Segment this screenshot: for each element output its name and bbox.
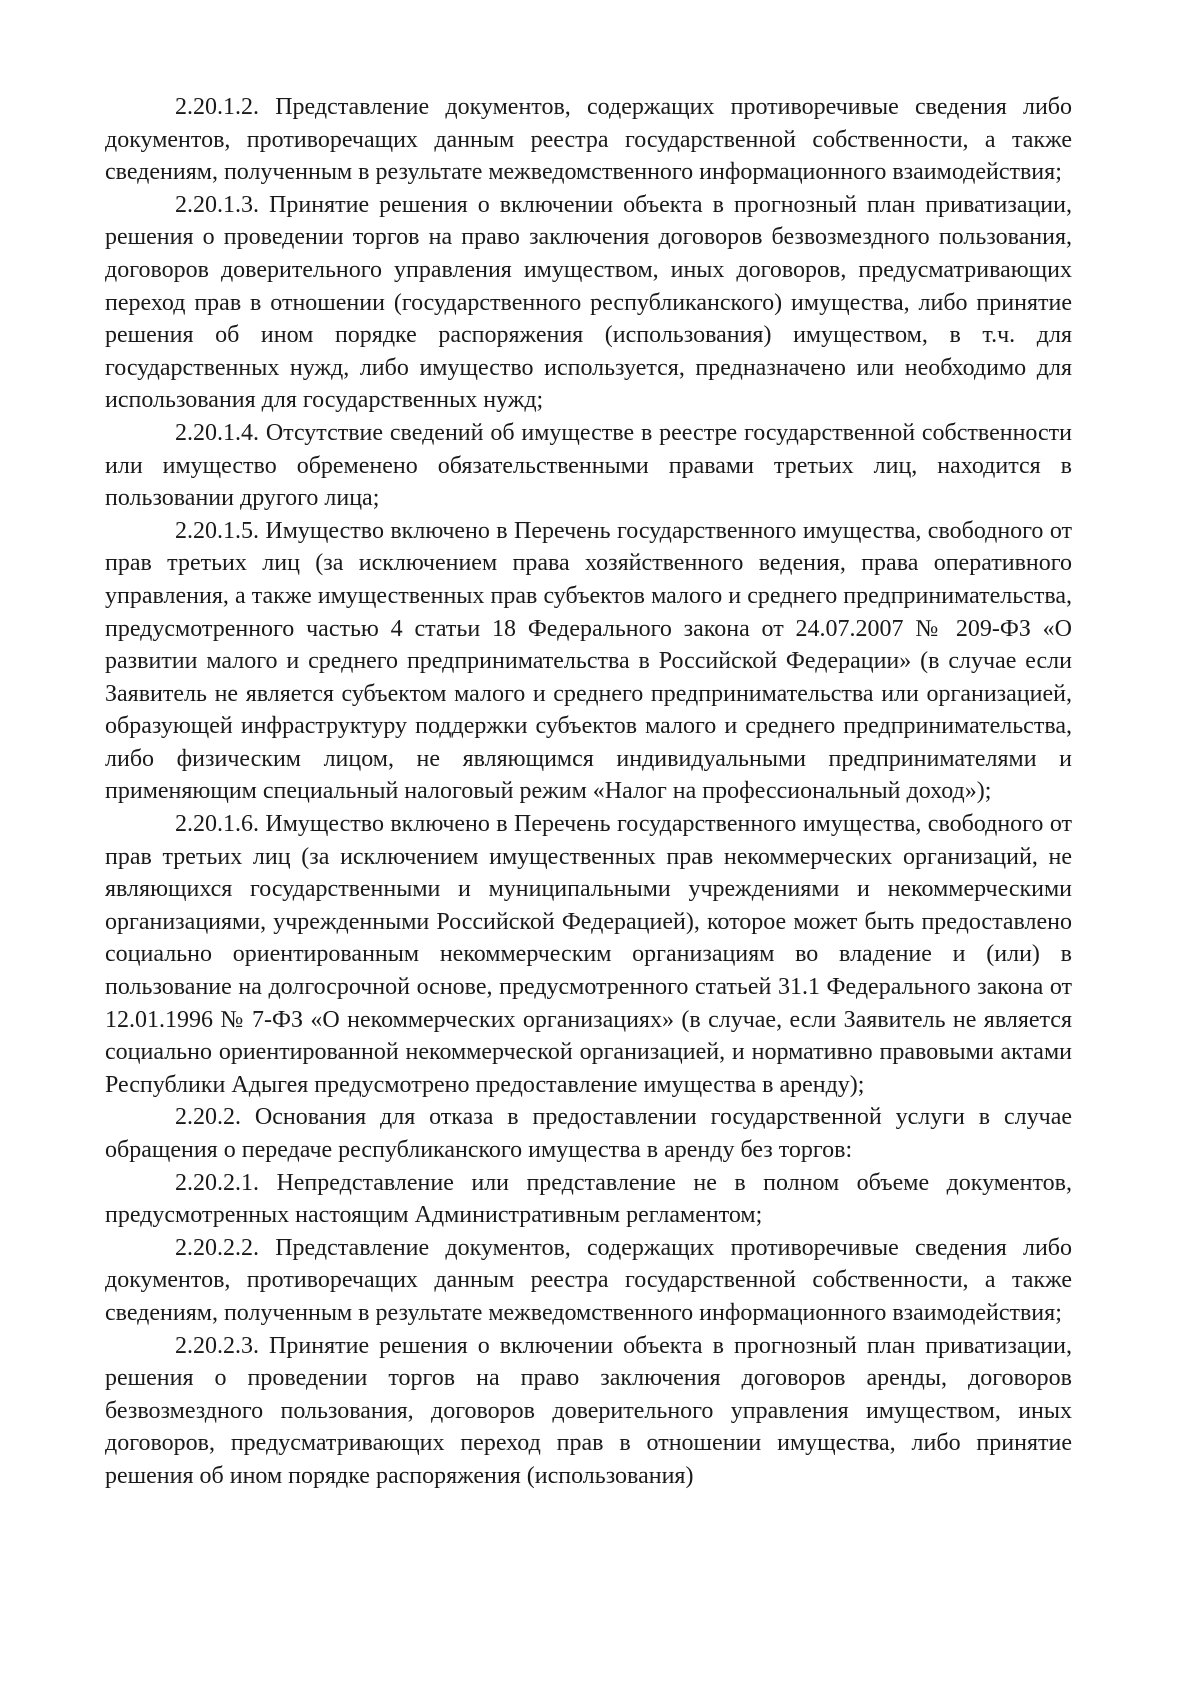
paragraph-2-20-2: 2.20.2. Основания для отказа в предоставлении государственной услуги в случае обращения о передаче республиканского имущества в аренду без торгов: xyxy=(105,1104,1072,1163)
paragraph-2-20-1-2: 2.20.1.2. Представление документов, содержащих противоречивые сведения либо документов, противоречащих данным реестра государственной собственности, а также сведениям, полученным в результате межведомственного информационного взаимодействия; xyxy=(105,94,1072,186)
paragraph-2-20-1-6: 2.20.1.6. Имущество включено в Перечень государственного имущества, свободного от прав третьих лиц (за исключением имущественных прав некоммерческих организаций, не являющихся государственными и муниципальными учреждениями и некоммерческими организациями, учрежденными Российской Федерацией), которое может быть предоставлено социально ориентированным некоммерческим организациям во владение и (или) в пользование на долгосрочной основе, предусмотренного статьей 31.1 Федерального закона от 12.01.1996 № 7-ФЗ «О некоммерческих организациях» (в случае, если Заявитель не является социально ориентированной некоммерческой организацией, и нормативно правовыми актами Республики Адыгея предусмотрено предоставление имущества в аренду); xyxy=(105,811,1072,1098)
paragraph-2-20-2-2: 2.20.2.2. Представление документов, содержащих противоречивые сведения либо документов, противоречащих данным реестра государственной собственности, а также сведениям, полученным в результате межведомственного информационного взаимодействия; xyxy=(105,1234,1072,1326)
paragraph-2-20-2-3: 2.20.2.3. Принятие решения о включении объекта в прогнозный план приватизации, решения о проведении торгов на право заключения договоров аренды, договоров безвозмездного пользования, договоров доверительного управления имуществом, иных договоров, предусматривающих переход прав в отношении имущества, либо принятие решения об ином порядке распоряжения (использования) xyxy=(105,1332,1072,1489)
paragraph-2-20-1-3: 2.20.1.3. Принятие решения о включении объекта в прогнозный план приватизации, решения о проведении торгов на право заключения договоров безвозмездного пользования, договоров доверительного управления имуществом, иных договоров, предусматривающих переход прав в отношении (государственного республиканского) имущества, либо принятие решения об ином порядке распоряжения (использования) имуществом, в т.ч. для государственных нужд, либо имущество используется, предназначено или необходимо для использования для государственных нужд; xyxy=(105,191,1072,414)
paragraph-2-20-1-4: 2.20.1.4. Отсутствие сведений об имуществе в реестре государственной собственности или имущество обременено обязательственными правами третьих лиц, находится в пользовании другого лица; xyxy=(105,419,1072,512)
paragraph-2-20-1-5: 2.20.1.5. Имущество включено в Перечень государственного имущества, свободного от прав третьих лиц (за исключением права хозяйственного ведения, права оперативного управления, а также имущественных прав субъектов малого и среднего предпринимательства, предусмотренного частью 4 статьи 18 Федерального закона от 24.07.2007 № 209-ФЗ «О развитии малого и среднего предпринимательства в Российской Федерации» (в случае если Заявитель не является субъектом малого и среднего предпринимательства или организацией, образующей инфраструктуру поддержки субъектов малого и среднего предпринимательства, либо физическим лицом, не являющимся индивидуальными предпринимателями и применяющим специальный налоговый режим «Налог на профессиональный доход»); xyxy=(105,517,1072,805)
paragraph-2-20-2-1: 2.20.2.1. Непредставление или представление не в полном объеме документов, предусмотренных настоящим Административным регламентом; xyxy=(105,1169,1072,1229)
